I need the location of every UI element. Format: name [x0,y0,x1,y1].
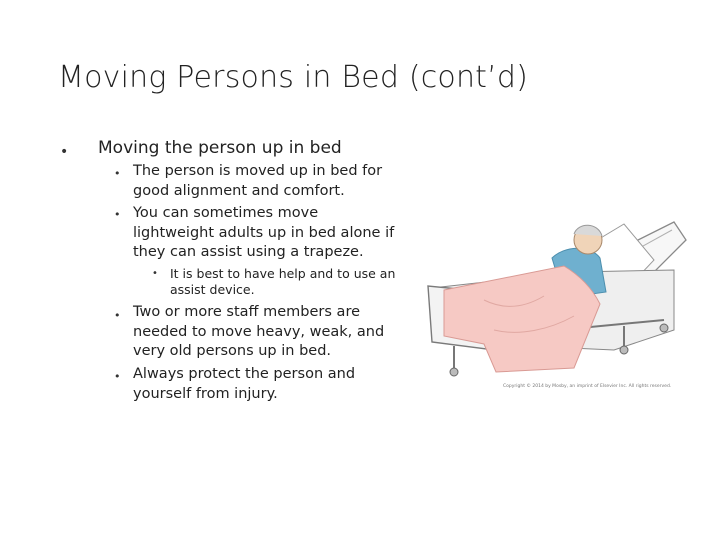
slide-title: Moving Persons in Bed (cont’d) [58,60,529,95]
bullet-marker: • [114,309,121,322]
bullet-marker: • [60,144,69,160]
main-bullet-text: Moving the person up in bed [98,138,342,158]
bullet-marker: • [114,167,121,180]
bullet-item-2: You can sometimes move lightweight adults up in bed alone if they can assist using a trapeze. [133,205,395,260]
bullet-marker: • [114,208,121,221]
bullet-marker: • [114,370,121,383]
bullet-item-3: Two or more staff members are needed to move heavy, weak, and very old persons up in bed. [133,304,385,359]
image-copyright: Copyright © 2014 by Mosby, an imprint of Elsevier Inc. All rights reserved. [503,384,672,389]
sub-bullet-item: It is best to have help and to use an assist device. [170,266,396,297]
bullet-item-4: Always protect the person and yourself from injury. [133,366,356,402]
patient-in-bed-illustration [424,200,698,400]
bullet-marker: • [152,268,158,279]
bullet-item-1: The person is moved up in bed for good alignment and comfort. [133,163,383,199]
